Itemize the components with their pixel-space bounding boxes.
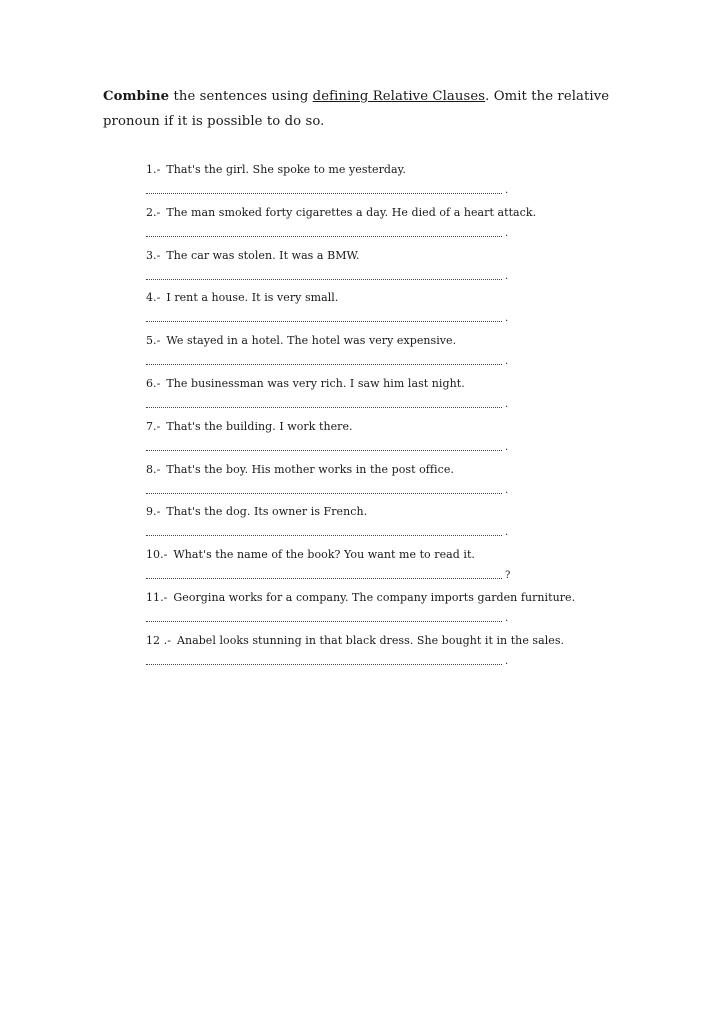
exercise-number: 7.- [146, 419, 161, 433]
exercise-number: 3.- [146, 248, 161, 262]
exercise-item [146, 375, 526, 418]
end-punctuation: ? [505, 570, 511, 582]
exercise-item [146, 161, 526, 204]
exercise-sentence [146, 375, 526, 392]
end-punctuation: . [505, 527, 509, 539]
exercise-sentence [146, 503, 526, 520]
end-punctuation: . [505, 655, 509, 667]
exercise-item [146, 632, 565, 675]
exercise-number: 10.- [146, 548, 168, 562]
dotted-answer-space[interactable] [146, 233, 502, 237]
exercise-number: 5.- [146, 334, 161, 348]
dotted-answer-space[interactable] [146, 447, 502, 451]
answer-line[interactable] [146, 568, 510, 582]
answer-line[interactable] [146, 183, 508, 197]
answer-line[interactable] [146, 354, 508, 368]
dotted-answer-space[interactable] [146, 190, 502, 194]
answer-line[interactable] [146, 226, 508, 240]
exercise-text: That's the girl. She spoke to me yesterday. [166, 163, 406, 176]
exercise-number: 6.- [146, 376, 161, 390]
exercise-item [146, 332, 526, 375]
dotted-answer-space[interactable] [146, 575, 502, 579]
answer-line[interactable] [146, 525, 508, 539]
answer-line[interactable] [146, 269, 508, 283]
exercise-sentence [146, 289, 526, 306]
exercise-sentence [146, 204, 537, 221]
instruction-text-2: . Omit the relative pronoun if it is possible to do so. [103, 89, 610, 129]
dotted-answer-space[interactable] [146, 661, 502, 665]
end-punctuation: . [505, 270, 509, 282]
exercise-number: 1.- [146, 163, 161, 176]
exercise-number: 11.- [146, 590, 168, 604]
end-punctuation: . [505, 398, 509, 410]
exercise-number: 12 .- [146, 633, 171, 647]
exercise-item [146, 589, 576, 632]
exercise-text: Georgina works for a company. The company imports garden furniture. [173, 590, 576, 604]
exercise-text: We stayed in a hotel. The hotel was very expensive. [166, 334, 457, 348]
exercise-sentence [146, 461, 526, 478]
answer-line[interactable] [146, 611, 508, 625]
instruction-underlined-term: defining Relative Clauses [312, 89, 486, 104]
exercise-text: I rent a house. It is very small. [166, 291, 339, 305]
dotted-answer-space[interactable] [146, 318, 502, 322]
exercise-text: Anabel looks stunning in that black dress. She bought it in the sales. [176, 633, 565, 647]
end-punctuation: . [505, 313, 509, 325]
answer-line[interactable] [146, 397, 508, 411]
answer-line[interactable] [146, 440, 508, 454]
exercise-text: That's the boy. His mother works in the post office. [166, 462, 454, 476]
exercise-item [146, 503, 526, 546]
instruction-text-1: the sentences using [169, 89, 313, 104]
exercise-sentence [146, 332, 526, 349]
end-punctuation: . [505, 484, 509, 496]
exercise-number: 8.- [146, 462, 161, 476]
exercise-item [146, 461, 526, 504]
exercise-text: That's the dog. Its owner is French. [166, 505, 368, 519]
exercise-item [146, 204, 537, 247]
answer-line[interactable] [146, 654, 508, 668]
instructions [103, 84, 663, 134]
exercise-sentence [146, 546, 526, 563]
exercise-text: The businessman was very rich. I saw him last night. [166, 376, 465, 390]
exercise-sentence [146, 632, 565, 649]
end-punctuation: . [505, 227, 509, 239]
end-punctuation: . [505, 441, 509, 453]
answer-line[interactable] [146, 311, 508, 325]
exercise-sentence [146, 161, 526, 178]
exercise-item [146, 546, 526, 589]
exercise-number: 2.- [146, 205, 161, 219]
exercise-number: 9.- [146, 505, 161, 519]
exercise-item [146, 418, 526, 461]
exercise-sentence [146, 589, 576, 606]
end-punctuation: . [505, 185, 509, 196]
end-punctuation: . [505, 612, 509, 624]
exercise-text: The man smoked forty cigarettes a day. He died of a heart attack. [166, 205, 537, 219]
dotted-answer-space[interactable] [146, 532, 502, 536]
exercise-item [146, 247, 526, 290]
exercise-list [146, 161, 576, 675]
instruction-keyword: Combine [103, 89, 170, 104]
exercise-text: That's the building. I work there. [166, 419, 353, 433]
exercise-item [146, 289, 526, 332]
dotted-answer-space[interactable] [146, 404, 502, 408]
dotted-answer-space[interactable] [146, 276, 502, 280]
end-punctuation: . [505, 356, 509, 368]
dotted-answer-space[interactable] [146, 361, 502, 365]
dotted-answer-space[interactable] [146, 490, 502, 494]
exercise-sentence [146, 418, 526, 435]
exercise-text: What's the name of the book? You want me to read it. [173, 548, 475, 562]
exercise-sentence [146, 247, 526, 264]
exercise-number: 4.- [146, 291, 161, 305]
exercise-text: The car was stolen. It was a BMW. [166, 248, 360, 262]
answer-line[interactable] [146, 483, 508, 497]
dotted-answer-space[interactable] [146, 618, 502, 622]
